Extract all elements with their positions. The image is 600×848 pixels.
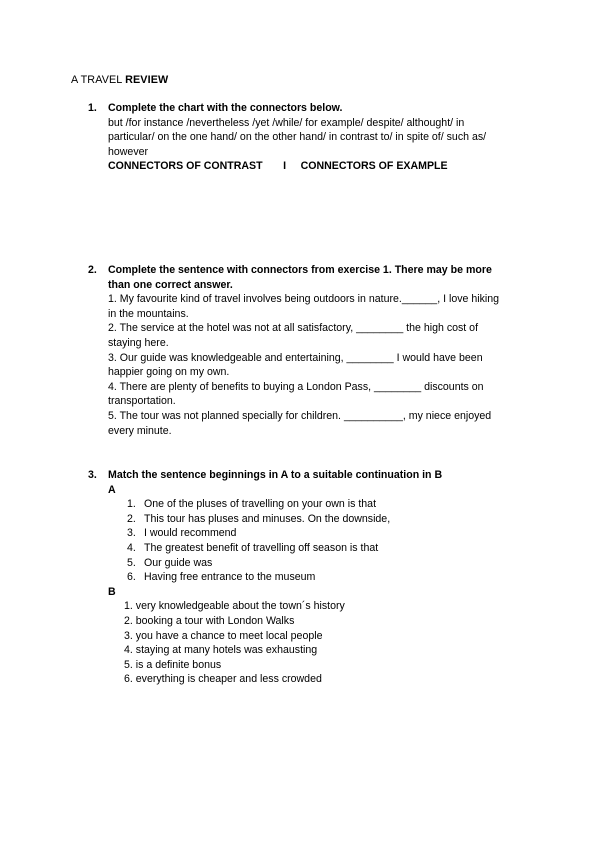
list-item xyxy=(127,556,548,571)
list-item xyxy=(127,497,548,512)
list-item: 5. is a definite bonus xyxy=(124,658,222,671)
connector-line-2: particular/ on the one hand/ on the other hand/ in contrast to/ in spite of/ such as/ xyxy=(108,131,487,144)
item-text: This tour has pluses and minuses. On the downside, xyxy=(144,512,391,525)
column-b-label: B xyxy=(108,585,116,598)
sentence-line: 3. Our guide was knowledgeable and entertaining, ________ I would have been xyxy=(108,351,483,364)
exercise-1 xyxy=(88,101,548,174)
sentence-line: happier going on my own. xyxy=(108,366,230,379)
column-b-list xyxy=(124,599,548,687)
item-number: 5. xyxy=(127,556,136,569)
exercise-3-number: 3. xyxy=(88,469,97,481)
list-item: 1. very knowledgeable about the town´s history xyxy=(124,600,345,613)
exercise-2-heading-line-1: Complete the sentence with connectors from exercise 1. There may be more xyxy=(108,264,492,276)
list-item xyxy=(127,541,548,556)
exercise-1-heading: Complete the chart with the connectors below. xyxy=(108,102,343,114)
page-title xyxy=(71,73,168,88)
list-item xyxy=(127,512,548,527)
connector-chart-header xyxy=(108,159,548,174)
sentence-line: staying here. xyxy=(108,336,169,349)
list-item xyxy=(127,526,548,541)
item-number: 4. xyxy=(127,541,136,554)
connector-line-1: but /for instance /nevertheless /yet /while/ for example/ despite/ althought/ in xyxy=(108,116,465,129)
exercise-2-heading-line-2: than one correct answer. xyxy=(108,278,233,291)
title-part-2: REVIEW xyxy=(125,74,169,86)
item-number: 1. xyxy=(127,498,136,511)
exercise-3-heading: Match the sentence beginnings in A to a suitable continuation in B xyxy=(108,469,443,481)
item-text: The greatest benefit of travelling off season is that xyxy=(144,541,379,554)
sentence-line: 5. The tour was not planned specially for children. __________, my niece enjoyed xyxy=(108,409,492,422)
sentence-line: 4. There are plenty of benefits to buying a London Pass, ________ discounts on xyxy=(108,380,484,393)
item-number: 3. xyxy=(127,527,136,540)
chart-separator: I xyxy=(283,160,287,173)
list-item xyxy=(127,570,548,585)
item-text: Our guide was xyxy=(144,556,213,569)
list-item: 4. staying at many hotels was exhausting xyxy=(124,644,318,657)
item-text: One of the pluses of travelling on your own is that xyxy=(144,498,377,511)
chart-heading-contrast: CONNECTORS OF CONTRAST xyxy=(108,160,263,173)
chart-heading-example: CONNECTORS OF EXAMPLE xyxy=(300,160,448,173)
sentence-line: transportation. xyxy=(108,395,176,408)
connector-line-3: however xyxy=(108,145,149,158)
title-part-1: A TRAVEL xyxy=(71,74,126,86)
column-a-label: A xyxy=(108,483,116,496)
exercise-1-number: 1. xyxy=(88,102,97,114)
item-text: Having free entrance to the museum xyxy=(144,571,316,584)
list-item: 3. you have a chance to meet local people xyxy=(124,629,323,642)
exercise-3 xyxy=(88,468,548,687)
list-item: 6. everything is cheaper and less crowded xyxy=(124,673,322,686)
exercise-2 xyxy=(88,263,548,438)
sentence-line: in the mountains. xyxy=(108,307,189,320)
list-item: 2. booking a tour with London Walks xyxy=(124,614,295,627)
sentence-line: every minute. xyxy=(108,424,172,437)
item-text: I would recommend xyxy=(144,527,237,540)
item-number: 6. xyxy=(127,571,136,584)
item-number: 2. xyxy=(127,512,136,525)
column-a-list xyxy=(127,497,548,585)
sentence-line: 2. The service at the hotel was not at all satisfactory, ________ the high cost of xyxy=(108,322,479,335)
sentence-line: 1. My favourite kind of travel involves being outdoors in nature.______, I love hiking xyxy=(108,293,500,306)
exercise-2-number: 2. xyxy=(88,264,97,276)
